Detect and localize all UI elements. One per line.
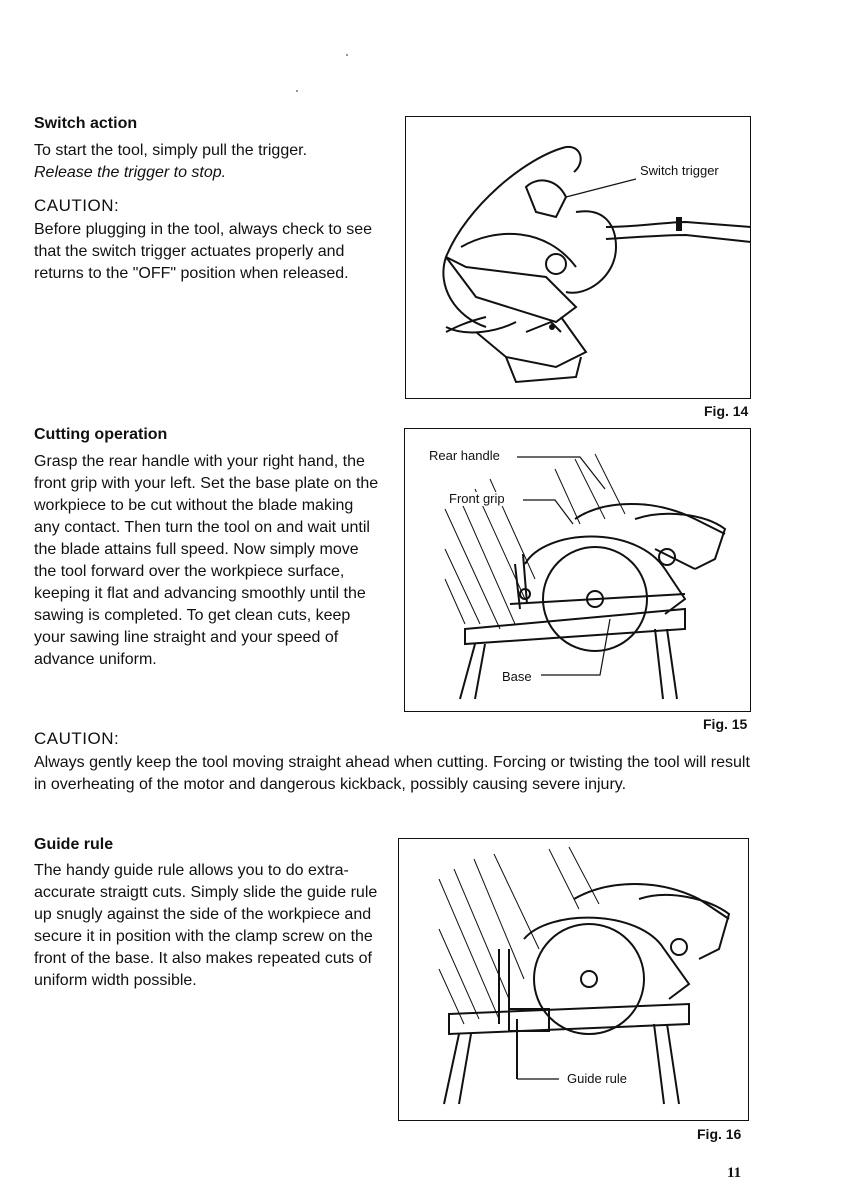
switch-action-heading: Switch action: [34, 115, 138, 132]
switch-action-line2: Release the trigger to stop.: [34, 164, 227, 181]
figure-14-frame: [405, 116, 751, 399]
scan-speck: [296, 90, 298, 92]
switch-caution-text: Before plugging in the tool, always check to see that the switch trigger actuates properly and returns to the "OFF" position when released.: [34, 221, 372, 282]
cutting-caution-label: CAUTION:: [34, 729, 120, 748]
base-callout: Base: [502, 669, 532, 684]
cutting-operation-text: Grasp the rear handle with your right hand, the front grip with your left. Set the base plate on the workpiece to be cut without the blade making any contact. Then turn the tool on and wait until the blade attains full speed. Now simply move the tool forward over the workpiece surface, keeping it flat and advancing smoothly until the sawing is completed. To get clean cuts, keep your sawing line straight and your speed of advance uniform.: [34, 453, 379, 668]
saw-cutting-illustration: [405, 429, 752, 713]
figure-16-label: Fig. 16: [697, 1126, 742, 1142]
guide-rule-callout: Guide rule: [567, 1071, 627, 1086]
figure-14-label: Fig. 14: [704, 403, 749, 419]
switch-action-text: [34, 140, 394, 184]
cutting-operation-heading: Cutting operation: [34, 426, 168, 443]
rear-handle-callout: Rear handle: [429, 448, 500, 463]
guide-rule-text: The handy guide rule allows you to do extra-accurate straigtt cuts. Simply slide the guide rule up snugly against the side of the workpiece and secure it in position with the clamp screw on the front of the base. It also makes repeated cuts of uniform width possible.: [34, 862, 378, 989]
guide-rule-heading: Guide rule: [34, 836, 114, 853]
scan-speck: [346, 54, 348, 56]
figure-16-frame: [398, 838, 749, 1121]
figure-15-label: Fig. 15: [703, 716, 748, 732]
saw-switch-illustration: [406, 117, 752, 400]
switch-caution-label: CAUTION:: [34, 196, 120, 215]
switch-action-line1: To start the tool, simply pull the trigger.: [34, 142, 308, 159]
figure-15-frame: [404, 428, 751, 712]
page-number: 11: [727, 1165, 742, 1181]
cutting-caution-text: Always gently keep the tool moving straight ahead when cutting. Forcing or twisting the tool will result in overheating of the motor and dangerous kickback, possibly causing severe injury.: [34, 754, 750, 793]
switch-trigger-callout: Switch trigger: [640, 163, 719, 178]
front-grip-callout: Front grip: [449, 491, 505, 506]
